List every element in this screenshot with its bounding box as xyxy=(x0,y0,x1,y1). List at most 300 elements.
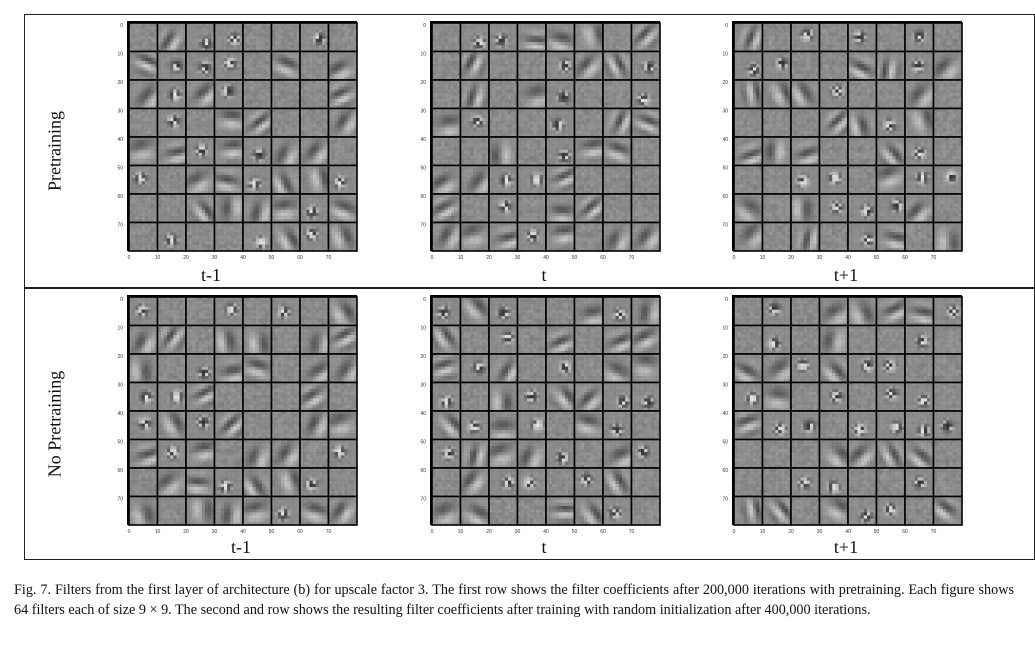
filter-tile xyxy=(158,440,187,469)
filter-figure-pretraining-t-minus-1 xyxy=(95,17,327,255)
filter-tile xyxy=(461,223,490,252)
filter-tile xyxy=(432,326,461,355)
filter-tile xyxy=(934,468,963,497)
filter-tile xyxy=(820,109,849,138)
filter-tile xyxy=(300,383,329,412)
filter-tile xyxy=(546,109,575,138)
filter-tile xyxy=(905,166,934,195)
filter-tile xyxy=(934,137,963,166)
filter-tile xyxy=(243,497,272,526)
filter-tile xyxy=(905,497,934,526)
filter-tile xyxy=(820,411,849,440)
filter-tile xyxy=(934,383,963,412)
filter-tile xyxy=(461,383,490,412)
y-tick-label: 60 xyxy=(722,468,728,474)
filter-tile xyxy=(272,223,301,252)
filter-tile xyxy=(763,326,792,355)
filter-tile xyxy=(489,468,518,497)
filter-tile xyxy=(934,166,963,195)
filter-tile xyxy=(546,194,575,223)
filter-tile xyxy=(432,468,461,497)
filter-tile xyxy=(461,109,490,138)
filter-tile xyxy=(546,354,575,383)
filter-tile xyxy=(329,497,358,526)
filter-tile xyxy=(791,52,820,81)
filter-tile xyxy=(603,137,632,166)
filter-tile xyxy=(461,326,490,355)
filter-tile xyxy=(848,194,877,223)
x-tick-label: 60 xyxy=(902,529,908,535)
filter-tile xyxy=(791,137,820,166)
filter-tile xyxy=(129,223,158,252)
filter-tile xyxy=(300,326,329,355)
filter-tile xyxy=(215,166,244,195)
x-tick-label: 60 xyxy=(600,529,606,535)
filter-tile xyxy=(632,23,661,52)
filter-tile xyxy=(575,52,604,81)
filter-tile xyxy=(461,52,490,81)
filter-tile xyxy=(129,137,158,166)
filter-tile xyxy=(300,440,329,469)
filter-tile xyxy=(575,166,604,195)
x-tick-label: 50 xyxy=(269,255,275,261)
filter-tile xyxy=(820,166,849,195)
y-tick-label: 10 xyxy=(420,52,426,58)
filter-tile xyxy=(186,166,215,195)
x-tick-label: 60 xyxy=(600,255,606,261)
y-tick-label: 30 xyxy=(117,383,123,389)
filter-tile xyxy=(905,440,934,469)
filter-tile xyxy=(848,326,877,355)
filter-tile xyxy=(603,194,632,223)
time-label: t+1 xyxy=(816,537,876,558)
filter-tile xyxy=(300,411,329,440)
filter-tile xyxy=(300,223,329,252)
filter-tile xyxy=(432,52,461,81)
filter-tile xyxy=(734,223,763,252)
filter-tile xyxy=(461,497,490,526)
filter-tile xyxy=(603,23,632,52)
filter-tile xyxy=(518,223,547,252)
filter-tile xyxy=(129,326,158,355)
filter-figure-no-pretraining-t-minus-1 xyxy=(95,291,327,529)
filter-grid-svg xyxy=(700,291,932,529)
filter-tile xyxy=(329,440,358,469)
y-tick-label: 20 xyxy=(420,354,426,360)
filter-tile xyxy=(300,297,329,326)
filter-tile xyxy=(243,166,272,195)
filter-tile xyxy=(272,194,301,223)
filter-tile xyxy=(432,137,461,166)
y-tick-label: 20 xyxy=(117,80,123,86)
filter-tile xyxy=(158,411,187,440)
filter-tile xyxy=(432,354,461,383)
filter-tile xyxy=(734,194,763,223)
filter-tile xyxy=(905,52,934,81)
y-tick-label: 40 xyxy=(420,137,426,143)
filter-tile xyxy=(546,411,575,440)
filter-tile xyxy=(432,223,461,252)
filter-tile xyxy=(243,326,272,355)
filter-tile xyxy=(272,354,301,383)
filter-tile xyxy=(489,326,518,355)
y-tick-label: 60 xyxy=(117,194,123,200)
y-tick-label: 30 xyxy=(722,383,728,389)
filter-tile xyxy=(632,326,661,355)
filter-tile xyxy=(461,166,490,195)
filter-figure-no-pretraining-t-plus-1 xyxy=(700,291,932,529)
filter-tile xyxy=(763,223,792,252)
filter-tile xyxy=(158,52,187,81)
filter-tile xyxy=(734,52,763,81)
filter-tile xyxy=(734,23,763,52)
filter-tile xyxy=(129,109,158,138)
filter-tile xyxy=(329,80,358,109)
time-label: t+1 xyxy=(816,265,876,286)
filter-tile xyxy=(877,223,906,252)
filter-tile xyxy=(632,468,661,497)
filter-tile xyxy=(243,52,272,81)
filter-tile xyxy=(877,468,906,497)
y-tick-label: 10 xyxy=(722,52,728,58)
filter-tile xyxy=(186,383,215,412)
filter-tile xyxy=(518,411,547,440)
filter-tile xyxy=(934,194,963,223)
filter-tile xyxy=(546,297,575,326)
filter-tile xyxy=(877,194,906,223)
filter-tile xyxy=(300,52,329,81)
filter-tile xyxy=(763,52,792,81)
filter-tile xyxy=(791,497,820,526)
filter-tile xyxy=(272,137,301,166)
filter-tile xyxy=(763,297,792,326)
filter-tile xyxy=(791,326,820,355)
filter-tile xyxy=(575,497,604,526)
filter-tile xyxy=(877,497,906,526)
filter-tile xyxy=(848,166,877,195)
x-tick-label: 10 xyxy=(155,255,161,261)
filter-tile xyxy=(300,468,329,497)
filter-tile xyxy=(632,497,661,526)
filter-tile xyxy=(272,23,301,52)
filter-tile xyxy=(489,297,518,326)
filter-tile xyxy=(934,326,963,355)
filter-tile xyxy=(489,194,518,223)
filter-tile xyxy=(934,497,963,526)
filter-tile xyxy=(129,52,158,81)
filter-tile xyxy=(734,411,763,440)
filter-tile xyxy=(905,137,934,166)
filter-tile xyxy=(603,468,632,497)
filter-tile xyxy=(489,80,518,109)
x-tick-label: 50 xyxy=(874,529,880,535)
filter-tile xyxy=(763,497,792,526)
filter-tile xyxy=(905,223,934,252)
x-tick-label: 50 xyxy=(572,529,578,535)
x-tick-label: 10 xyxy=(760,529,766,535)
filter-tile xyxy=(489,354,518,383)
x-tick-label: 40 xyxy=(845,255,851,261)
filter-tile xyxy=(461,194,490,223)
filter-tile xyxy=(820,137,849,166)
filter-tile xyxy=(575,326,604,355)
filter-tile xyxy=(603,326,632,355)
x-tick-label: 40 xyxy=(845,529,851,535)
filter-tile xyxy=(215,223,244,252)
filter-tile xyxy=(546,440,575,469)
filter-tile xyxy=(632,52,661,81)
filter-tile xyxy=(791,109,820,138)
filter-tile xyxy=(300,354,329,383)
filter-tile xyxy=(934,354,963,383)
filter-tile xyxy=(791,166,820,195)
filter-tile xyxy=(546,383,575,412)
filter-tile xyxy=(432,166,461,195)
filter-tile xyxy=(158,109,187,138)
filter-tile xyxy=(186,440,215,469)
filter-tile xyxy=(575,23,604,52)
x-tick-label: 30 xyxy=(817,529,823,535)
y-tick-label: 40 xyxy=(117,137,123,143)
filter-tile xyxy=(763,137,792,166)
filter-tile xyxy=(905,297,934,326)
filter-tile xyxy=(329,52,358,81)
filter-tile xyxy=(432,194,461,223)
filter-tile xyxy=(763,194,792,223)
filter-tile xyxy=(243,468,272,497)
filter-tile xyxy=(215,468,244,497)
filter-tile xyxy=(848,80,877,109)
filter-tile xyxy=(461,411,490,440)
x-tick-label: 10 xyxy=(458,529,464,535)
filter-tile xyxy=(461,297,490,326)
row-label-text: No Pretraining xyxy=(45,371,66,477)
filter-tile xyxy=(905,194,934,223)
filter-tile xyxy=(158,80,187,109)
filter-tile xyxy=(461,137,490,166)
filter-tile xyxy=(603,166,632,195)
filter-tile xyxy=(518,297,547,326)
filter-tile xyxy=(215,109,244,138)
filter-tile xyxy=(820,223,849,252)
filter-tile xyxy=(158,326,187,355)
filter-tile xyxy=(518,383,547,412)
filter-tile xyxy=(905,80,934,109)
filter-tile xyxy=(186,109,215,138)
filter-tile xyxy=(432,497,461,526)
filter-tile xyxy=(546,497,575,526)
filter-tile xyxy=(734,354,763,383)
filter-tile xyxy=(934,411,963,440)
filter-tile xyxy=(877,383,906,412)
y-tick-label: 40 xyxy=(420,411,426,417)
filter-tile xyxy=(129,194,158,223)
y-tick-label: 70 xyxy=(420,497,426,503)
filter-tile xyxy=(518,326,547,355)
filter-grid-svg xyxy=(398,291,630,529)
filter-tile xyxy=(215,297,244,326)
y-tick-label: 20 xyxy=(722,354,728,360)
x-tick-label: 0 xyxy=(128,529,131,535)
filter-tile xyxy=(791,23,820,52)
filter-tile xyxy=(934,297,963,326)
x-tick-label: 70 xyxy=(629,255,635,261)
filter-tile xyxy=(489,411,518,440)
filter-tile xyxy=(877,166,906,195)
filter-tile xyxy=(186,411,215,440)
y-tick-label: 0 xyxy=(120,23,123,29)
filter-tile xyxy=(243,109,272,138)
filter-tile xyxy=(518,52,547,81)
filter-tile xyxy=(848,23,877,52)
y-tick-label: 10 xyxy=(117,326,123,332)
filter-tile xyxy=(215,23,244,52)
filter-tile xyxy=(763,109,792,138)
y-tick-label: 30 xyxy=(420,109,426,115)
filter-grid-svg xyxy=(398,17,630,255)
filter-tile xyxy=(848,137,877,166)
filter-tile xyxy=(329,23,358,52)
filter-tile xyxy=(432,411,461,440)
filter-tile xyxy=(763,80,792,109)
filter-tile xyxy=(575,468,604,497)
filter-grid-svg xyxy=(95,17,327,255)
filter-tile xyxy=(329,411,358,440)
filter-tile xyxy=(186,137,215,166)
filter-tile xyxy=(934,80,963,109)
filter-tile xyxy=(763,166,792,195)
filter-tile xyxy=(158,223,187,252)
filter-tile xyxy=(129,80,158,109)
filter-tile xyxy=(575,80,604,109)
filter-tile xyxy=(603,440,632,469)
filter-tile xyxy=(791,80,820,109)
filter-tile xyxy=(518,109,547,138)
figure-caption: Fig. 7. Filters from the first layer of architecture (b) for upscale factor 3. The first row shows the filter coefficients after 200,000 iterations with pretraining. Each figure shows 64 filters each of size 9 × 9. The second and row shows the resulting filter coefficients after training with random initialization after 400,000 iterations. xyxy=(14,580,1014,620)
x-tick-label: 20 xyxy=(486,255,492,261)
filter-tile xyxy=(129,497,158,526)
filter-tile xyxy=(575,109,604,138)
y-tick-label: 0 xyxy=(120,297,123,303)
x-tick-label: 20 xyxy=(183,529,189,535)
filter-tile xyxy=(129,23,158,52)
x-tick-label: 40 xyxy=(543,529,549,535)
x-tick-label: 0 xyxy=(128,255,131,261)
filter-tile xyxy=(518,354,547,383)
filter-tile xyxy=(272,297,301,326)
filter-tile xyxy=(820,52,849,81)
y-tick-label: 50 xyxy=(117,440,123,446)
filter-figure-pretraining-t-plus-1 xyxy=(700,17,932,255)
filter-tile xyxy=(934,23,963,52)
time-label: t xyxy=(514,537,574,558)
filter-tile xyxy=(603,383,632,412)
filter-tile xyxy=(820,468,849,497)
x-tick-label: 70 xyxy=(931,529,937,535)
filter-tile xyxy=(575,223,604,252)
filter-tile xyxy=(791,354,820,383)
filter-tile xyxy=(300,194,329,223)
filter-tile xyxy=(272,52,301,81)
y-tick-label: 50 xyxy=(117,166,123,172)
filter-tile xyxy=(129,166,158,195)
filter-tile xyxy=(575,354,604,383)
filter-tile xyxy=(734,383,763,412)
filter-tile xyxy=(158,497,187,526)
filter-tile xyxy=(546,52,575,81)
x-tick-label: 60 xyxy=(297,255,303,261)
filter-tile xyxy=(905,109,934,138)
filter-tile xyxy=(734,297,763,326)
filter-tile xyxy=(632,411,661,440)
filter-tile xyxy=(518,137,547,166)
x-tick-label: 30 xyxy=(515,529,521,535)
filter-tile xyxy=(186,52,215,81)
filter-tile xyxy=(820,497,849,526)
filter-tile xyxy=(877,411,906,440)
filter-tile xyxy=(575,440,604,469)
filter-tile xyxy=(905,383,934,412)
filter-tile xyxy=(243,223,272,252)
filter-tile xyxy=(215,80,244,109)
filter-tile xyxy=(243,80,272,109)
filter-tile xyxy=(934,440,963,469)
filter-tile xyxy=(848,297,877,326)
x-tick-label: 0 xyxy=(431,255,434,261)
filter-tile xyxy=(243,137,272,166)
filter-tile xyxy=(432,297,461,326)
filter-tile xyxy=(820,297,849,326)
filter-tile xyxy=(215,354,244,383)
filter-tile xyxy=(934,52,963,81)
x-tick-label: 50 xyxy=(269,529,275,535)
x-tick-label: 20 xyxy=(183,255,189,261)
filter-tile xyxy=(763,383,792,412)
x-tick-label: 50 xyxy=(572,255,578,261)
filter-tile xyxy=(272,326,301,355)
row-label-text: Pretraining xyxy=(45,111,66,191)
filter-tile xyxy=(158,23,187,52)
filter-tile xyxy=(158,137,187,166)
filter-tile xyxy=(848,411,877,440)
no-pretraining-row-panel xyxy=(24,288,1035,560)
filter-tile xyxy=(877,326,906,355)
y-tick-label: 20 xyxy=(722,80,728,86)
x-tick-label: 20 xyxy=(788,255,794,261)
filter-tile xyxy=(329,223,358,252)
y-tick-label: 60 xyxy=(722,194,728,200)
filter-tile xyxy=(461,468,490,497)
x-tick-label: 20 xyxy=(788,529,794,535)
filter-tile xyxy=(632,194,661,223)
filter-tile xyxy=(848,468,877,497)
filter-tile xyxy=(158,468,187,497)
y-tick-label: 50 xyxy=(420,166,426,172)
filter-tile xyxy=(489,383,518,412)
y-tick-label: 70 xyxy=(722,497,728,503)
x-tick-label: 10 xyxy=(155,529,161,535)
filter-tile xyxy=(518,166,547,195)
filter-tile xyxy=(243,383,272,412)
filter-tile xyxy=(272,497,301,526)
row-label-pretraining xyxy=(25,15,85,287)
x-tick-label: 30 xyxy=(817,255,823,261)
filter-tile xyxy=(215,137,244,166)
y-tick-label: 10 xyxy=(117,52,123,58)
filter-tile xyxy=(546,137,575,166)
y-tick-label: 70 xyxy=(722,223,728,229)
y-tick-label: 60 xyxy=(420,468,426,474)
